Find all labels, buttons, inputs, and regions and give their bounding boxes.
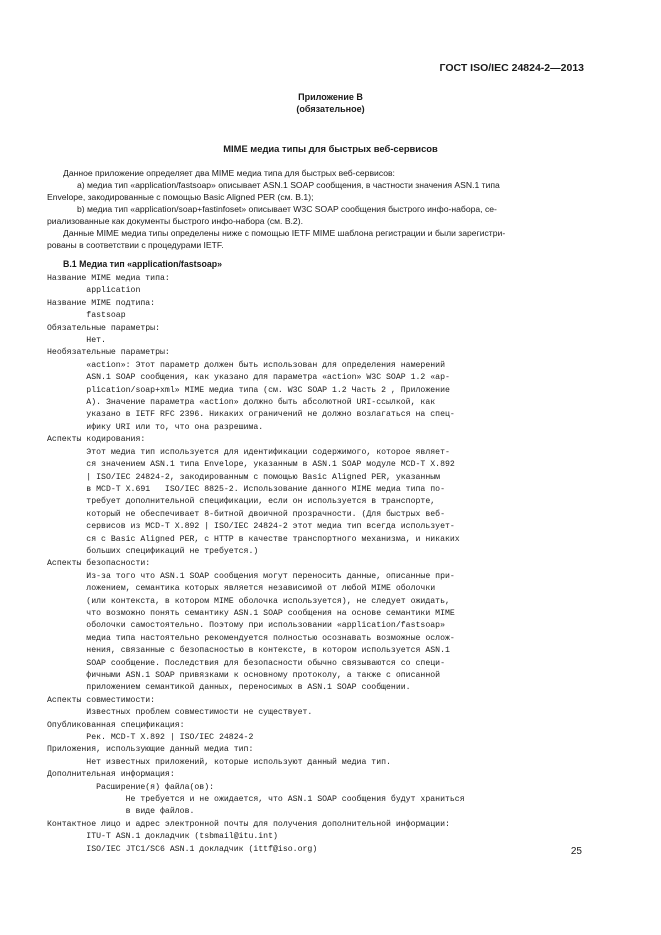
reg-line: Аспекты совместимости: xyxy=(47,695,156,705)
subsection-title: В.1 Медиа тип «application/fastsoap» xyxy=(63,259,222,269)
reg-line: в MCD-T X.691 ISO/IEC 8825-2. Использование данного MIME медиа типа по- xyxy=(47,484,445,494)
reg-line: Этот медиа тип используется для идентификации содержимого, которое являет- xyxy=(47,447,450,457)
reg-line: «action»: Этот параметр должен быть использован для определения намерений xyxy=(47,360,445,370)
reg-line: Аспекты безопасности: xyxy=(47,559,151,569)
reg-line: application xyxy=(47,286,141,296)
intro-paragraph-2-cont: рованы в соответствии с процедурами IETF. xyxy=(47,240,224,250)
reg-line: ся с Basic Aligned PER, с HTTP в качестве транспортного механизма, и никаких xyxy=(47,534,460,544)
reg-line: Аспекты кодирования: xyxy=(47,435,146,445)
intro-paragraph: Данное приложение определяет два MIME медиа типа для быстрых веб-сервисов: xyxy=(63,168,395,178)
reg-line: Не требуется и не ожидается, что ASN.1 SOAP сообщения будут храниться xyxy=(47,795,465,805)
reg-line: больших спецификаций не требуется.) xyxy=(47,546,259,556)
reg-line: ASN.1 SOAP сообщения, как указано для параметра «action» W3C SOAP 1.2 «ap- xyxy=(47,373,450,383)
page-number: 25 xyxy=(570,846,582,857)
reg-line: Название MIME медиа типа: xyxy=(47,274,170,283)
reg-line: что возможно понять семантику ASN.1 SOAP сообщения на основе семантики MIME xyxy=(47,608,455,618)
reg-line: фичными ASN.1 SOAP привязками к основному протоколу, а также с описанной xyxy=(47,671,441,680)
intro-item-a-cont: Envelope, закодированные с помощью Basic Aligned PER (см. В.1); xyxy=(47,192,314,202)
reg-line: медиа типа настоятельно рекомендуется полностью осознавать возможные ослож- xyxy=(47,633,455,643)
reg-line: Известных проблем совместимости не существует. xyxy=(47,708,313,718)
reg-line: требует дополнительной спецификации, если он используется в транспорте, xyxy=(47,497,436,507)
registration-template xyxy=(47,273,607,854)
reg-line: ложением, семантика которых является независимой от любой MIME оболочки xyxy=(47,584,436,594)
reg-line: Нет известных приложений, которые используют данный медиа тип. xyxy=(47,757,391,767)
reg-line: Приложения, использующие данный медиа тип: xyxy=(47,745,254,755)
reg-line: оболочки самостоятельно. Поэтому при использовании «application/fastsoap» xyxy=(47,621,445,631)
section-title: MIME медиа типы для быстрых веб-сервисов xyxy=(223,143,438,154)
reg-line: Обязательные параметры: xyxy=(47,323,161,333)
appendix-subtitle: (обязательное) xyxy=(296,104,365,114)
reg-line: ся значением ASN.1 типа Envelope, указанным в ASN.1 SOAP модуле MCD-T X.892 xyxy=(47,460,455,470)
reg-line: нения, связанные с безопасностью в контексте, в котором используется ASN.1 xyxy=(47,646,450,656)
reg-line: Название MIME подтипа: xyxy=(47,298,156,308)
reg-line: Контактное лицо и адрес электронной почты для получения дополнительной информации: xyxy=(47,819,450,829)
reg-line: в виде файлов. xyxy=(47,807,195,817)
appendix-title: Приложение В xyxy=(298,92,363,102)
reg-line: Дополнительная информация: xyxy=(47,770,175,780)
reg-line: указано в IETF RFC 2396. Никаких ограничений не должно возлагаться на спец- xyxy=(47,410,455,420)
reg-line: Необязательные параметры: xyxy=(47,348,170,358)
reg-line: ITU-T ASN.1 докладчик (tsbmail@itu.int) xyxy=(47,832,278,842)
reg-line: приложением семантикой данных, переносимых в ASN.1 SOAP сообщении. xyxy=(47,683,411,693)
reg-line: сервисов из MCD-T X.892 | ISO/IEC 24824-2 этот медиа тип всегда использует- xyxy=(47,522,455,532)
reg-line: Рек. MCD-T X.892 | ISO/IEC 24824-2 xyxy=(47,733,254,743)
intro-item-b-cont: риализованные как документы быстрого инфо-набора (см. В.2). xyxy=(47,216,303,226)
intro-item-b: b) медиа тип «application/soap+fastinfoset» описывает W3C SOAP сообщения быстрого инфо-набора, се- xyxy=(77,204,497,214)
reg-line: fastsoap xyxy=(47,311,126,321)
reg-line: Расширение(я) файла(ов): xyxy=(47,782,215,792)
reg-line: plication/soap+xml» MIME медиа типа (см. W3C SOAP 1.2 Часть 2 , Приложение xyxy=(47,385,450,395)
intro-item-a: а) медиа тип «application/fastsoap» описывает ASN.1 SOAP сообщения, в частности значения ASN.1 типа xyxy=(77,180,500,190)
reg-line: (или контекста, в котором MIME оболочка используется), не следует ожидать, xyxy=(47,596,450,606)
reg-line: который не обеспечивает 8-битной двоичной прозрачности. (Для быстрых веб- xyxy=(47,509,445,519)
document-number: ГОСТ ISO/IEC 24824-2—2013 xyxy=(439,62,584,74)
intro-paragraph-2: Данные MIME медиа типы определены ниже с помощью IETF MIME шаблона регистрации и были зарегистри- xyxy=(63,228,506,238)
reg-line: SOAP сообщение. Последствия для безопасности обычно связываются со специ- xyxy=(47,658,445,668)
reg-line: Из-за того что ASN.1 SOAP сообщения могут переносить данные, описанные при- xyxy=(47,571,455,581)
reg-line: | ISO/IEC 24824-2, закодированным с помощью Basic Aligned PER, указанным xyxy=(47,472,441,482)
reg-line: ISO/IEC JTC1/SC6 ASN.1 докладчик (ittf@iso.org) xyxy=(47,844,318,854)
reg-line: А). Значение параметра «action» должно быть абсолютной URI-ссылкой, как xyxy=(47,398,436,408)
reg-line: ифику URI или то, что она разрешима. xyxy=(47,422,264,432)
reg-line: Нет. xyxy=(47,336,106,346)
reg-line: Опубликованная спецификация: xyxy=(47,720,185,730)
